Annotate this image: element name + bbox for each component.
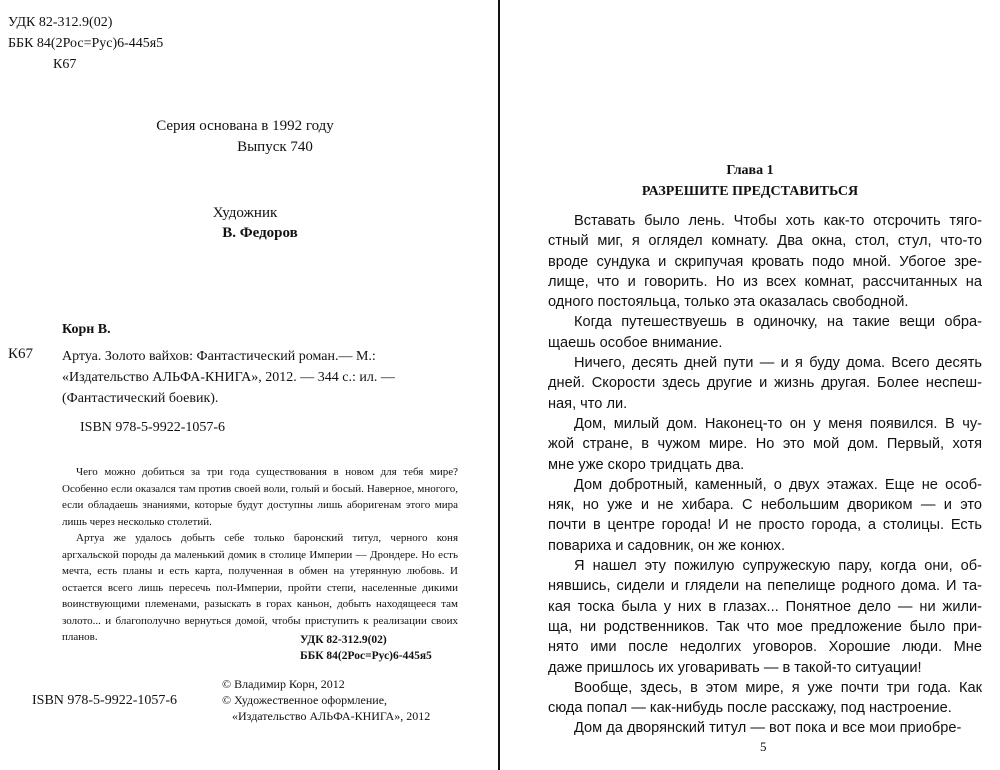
text-line: Ничего, десять дней пути — и я буду дома. Всего десять bbox=[574, 355, 982, 372]
isbn-main: ISBN 978-5-9922-1057-6 bbox=[80, 420, 226, 435]
text-line: няк, но уже и не хибара. С небольшим двориком — и это bbox=[548, 497, 982, 514]
text-line: кая тоска была у них в глазах... Понятное дело — ни жили- bbox=[548, 598, 982, 615]
copyright-author: © Владимир Корн, 2012 bbox=[222, 677, 345, 691]
chapter-body bbox=[548, 211, 982, 739]
chapter-paragraph bbox=[548, 718, 982, 738]
text-line: нявшись, сидели и глядели на пепелище родного дома. И та- bbox=[548, 578, 982, 595]
chapter-paragraph bbox=[548, 353, 982, 414]
text-line: жой стране, в чужом мире. Но это мой дом. Первый, хотя bbox=[548, 436, 982, 453]
series-info bbox=[0, 116, 490, 158]
text-line: вроде сундука и скрипучая кровать подо мной. Убогое зре- bbox=[548, 253, 982, 270]
author-mark: К67 bbox=[53, 57, 77, 72]
chapter-heading bbox=[515, 160, 985, 202]
text-line: дней. Скорости здесь другие и жизнь другая. Более неспеш- bbox=[548, 375, 982, 392]
chapter-number: Глава 1 bbox=[726, 163, 774, 178]
copyright-design: © Художественное оформление, bbox=[222, 693, 388, 707]
chapter-paragraph bbox=[548, 475, 982, 556]
text-line: Вообще, здесь, в этом мире, я уже почти три года. Как bbox=[574, 679, 982, 696]
text-line: Дом да дворянский титул — вот пока и все мои приобре- bbox=[574, 720, 962, 737]
series-founded: Серия основана в 1992 году bbox=[156, 118, 334, 134]
bbk-code: ББК 84(2Рос=Рус)6-445я5 bbox=[8, 36, 164, 51]
text-line: даже пришлось их уговаривать — в такой-то ситуации! bbox=[548, 659, 922, 676]
text-line: почти в центре города! И не просто города, а столицы. Есть bbox=[548, 517, 982, 534]
classification-codes-small bbox=[300, 632, 432, 664]
text-line: стный миг, я оглядел комнату. Два окна, стол, стул, что-то bbox=[548, 233, 982, 250]
chapter-paragraph bbox=[548, 678, 982, 719]
author-heading: Корн В. bbox=[62, 322, 111, 337]
text-line: Дом добротный, каменный, о двух этажах. Еще не особ- bbox=[574, 476, 982, 493]
page-number: 5 bbox=[760, 739, 767, 754]
udk-code-small: УДК 82-312.9(02) bbox=[300, 634, 387, 646]
text-line: Дом, милый дом. Наконец-то он у меня появился. В чу- bbox=[574, 415, 982, 432]
text-line: щаешь особое внимание. bbox=[548, 334, 723, 351]
chapter-paragraph bbox=[548, 211, 982, 312]
artist-credit bbox=[0, 203, 490, 243]
text-line: повариха и садовник, он же конюх. bbox=[548, 537, 786, 554]
chapter-paragraph bbox=[548, 312, 982, 353]
text-line: нято ими после недолгих уговоров. Хорошие люди. Мне bbox=[548, 639, 982, 656]
bbk-code-small: ББК 84(2Рос=Рус)6-445я5 bbox=[300, 650, 432, 662]
bibliographic-record: Артуа. Золото вайхов: Фантастический роман.— М.: «Издательство АЛЬФА-КНИГА», 2012. — 344 с.: ил. — (Фантастический боевик). bbox=[62, 349, 395, 406]
text-line: лище, что и говорить. Но из всех комнат, рассчитанных на bbox=[548, 273, 982, 290]
page-divider bbox=[498, 0, 500, 770]
text-line: ная, что ли. bbox=[548, 395, 628, 412]
text-line: ща, ни родственников. Так что мое предложение было при- bbox=[548, 618, 982, 635]
artist-label: Художник bbox=[212, 205, 278, 221]
isbn-bottom: ISBN 978-5-9922-1057-6 bbox=[32, 693, 178, 708]
copyright-publisher: «Издательство АЛЬФА-КНИГА», 2012 bbox=[232, 709, 431, 723]
text-line: Когда путешествуешь в одиночку, на такие вещи обра- bbox=[574, 314, 982, 331]
chapter-paragraph bbox=[548, 556, 982, 678]
text-line: Я нашел эту пожилую супружескую пару, когда они, об- bbox=[574, 558, 982, 575]
chapter-title: РАЗРЕШИТЕ ПРЕДСТАВИТЬСЯ bbox=[641, 184, 859, 199]
series-issue: Выпуск 740 bbox=[237, 139, 313, 155]
text-line: одного постояльца, только эта оказалась свободной. bbox=[548, 294, 909, 311]
text-line: мне уже скоро тридцать два. bbox=[548, 456, 745, 473]
annotation-paragraph: Чего можно добиться за три года существования в новом для тебя мире? Особенно если оказался там против своей воли, голый и босый. Наверное, многого, если обладаешь знаниями, которые будут доступны лишь аборигенам этого мира лишь через несколько столетий. bbox=[62, 466, 458, 528]
udk-code: УДК 82-312.9(02) bbox=[8, 15, 113, 30]
artist-name: В. Федоров bbox=[222, 225, 298, 241]
chapter-paragraph bbox=[548, 414, 982, 475]
annotation-paragraph: Артуа же удалось добыть себе только баронский титул, черного коня аргхальской породы да маленький домик в столице Империи — Дрондере. Но есть мечта, есть планы и есть карта, полученная в обмен на утерянную любовь. И остается всего лишь пересечь пол-Империи, пройти степи, населенные дикими воинствующими племенами, разыскать в горах каньон, добыть находящееся там золото... и благополучно вернуться домой, чтобы приступить к реализации своих планов. bbox=[62, 532, 458, 643]
copyright-block bbox=[222, 676, 430, 724]
text-line: Вставать было лень. Чтобы хоть как-то отсрочить тяго- bbox=[574, 213, 982, 229]
classification-codes bbox=[8, 12, 163, 75]
annotation bbox=[62, 464, 458, 646]
author-mark-left: К67 bbox=[8, 346, 34, 362]
text-line: сюда попал — как-нибудь после расскажу, под настроение. bbox=[548, 700, 952, 717]
